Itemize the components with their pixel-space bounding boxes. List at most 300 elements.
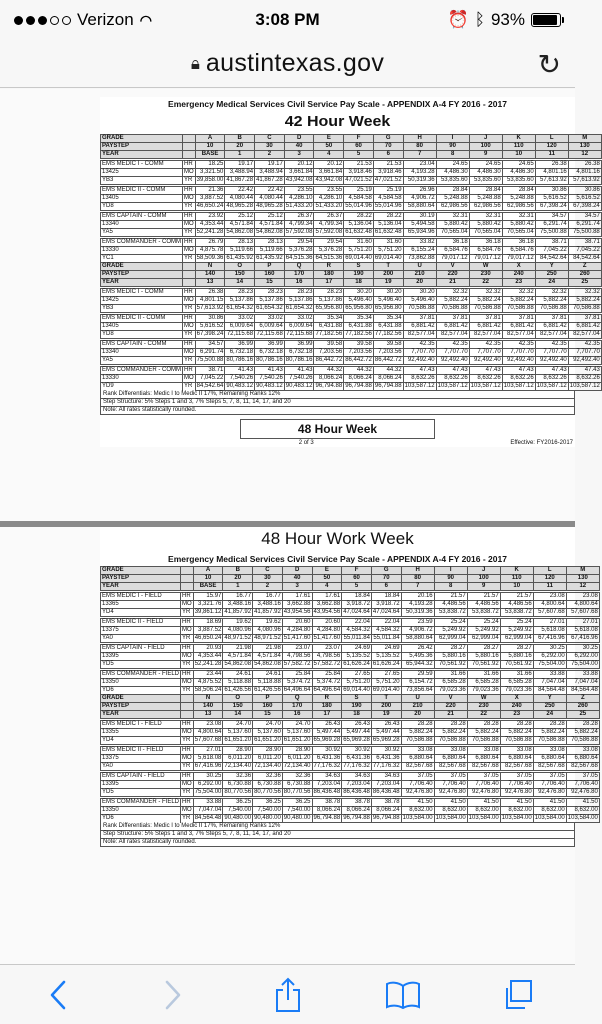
table-cell: M [568,135,601,143]
table-cell: 6,011.20 [223,755,253,763]
table-cell: 3,321.50 [195,169,225,177]
table-cell: YA0 [101,763,181,771]
table-cell: 25.84 [282,671,312,679]
table-row [101,221,602,229]
reload-icon[interactable]: ↻ [537,49,561,80]
table-cell: 26.38 [535,161,568,169]
table-cell: YA5 [101,357,183,365]
table-cell: YD6 [101,815,181,823]
table-cell: 5,495.36 [401,653,434,661]
table-cell: 41.43 [284,367,314,375]
table-header-row [101,703,600,711]
table-cell: 5,374.72 [282,679,312,687]
table-cell: 220 [434,703,467,711]
table-cell: 33.82 [403,239,436,247]
table-cell: 7,706.40 [533,781,566,789]
table-cell: 30.86 [195,315,225,323]
table-cell: 48,971.52 [224,635,252,641]
table-cell: 41.50 [566,799,599,807]
table-cell: 25.19 [344,187,374,195]
table-row [101,177,602,185]
pdf-viewer[interactable] [0,89,600,964]
table-cell: Y [533,695,566,703]
table-cell: 72,115.68 [226,331,254,337]
forward-button[interactable] [149,975,197,1015]
table-cell: 7,203.56 [344,349,374,357]
table-cell: 4,571.84 [225,221,255,229]
table-cell: 33.08 [434,747,467,755]
table-cell: 30 [255,143,285,151]
table-cell: 28.90 [282,747,312,755]
table-row [101,645,600,653]
table-cell: 27.65 [342,671,372,679]
table-cell: 62,999.04 [434,635,467,643]
bluetooth-icon: ᛒ [474,10,485,29]
table-cell: W [469,263,502,271]
table-cell: 32.32 [535,289,568,297]
table-cell: 11 [535,151,568,159]
table-cell: 20.93 [193,645,223,653]
table-cell: 41.50 [401,799,434,807]
chevron-right-icon [164,980,182,1010]
table-cell: MO [182,781,192,787]
table-cell: 36.99 [284,341,314,349]
table-cell: 4,801.16 [568,169,601,177]
table-cell: Y [535,263,568,271]
table-cell: 5,376.28 [284,247,314,255]
table-cell: PAYSTEP [101,575,181,583]
table-cell: 92,476.80 [500,789,533,797]
table-cell: 80,770.56 [254,789,281,795]
table-cell: EMS MEDIC II - COMM [101,315,183,323]
table-cell: 5,880.42 [469,221,502,229]
table-cell: 28.13 [255,239,285,247]
table-cell: 7,045.22 [535,247,568,255]
table-cell: EMS COMMANDER - COMM [102,367,181,373]
table-cell: 13405 [101,195,183,203]
table-cell: 4,798.56 [312,653,342,661]
table-cell: 69,014.40 [343,687,370,693]
table-cell: 6,431.88 [344,323,374,331]
table-cell: 5,137.60 [223,729,253,737]
table-cell: 70,561.92 [467,661,500,669]
table-cell: G [371,567,401,575]
table-cell: 8,632.00 [434,807,467,815]
table-cell: 3,488.94 [255,169,285,177]
table-cell: 65,956.80 [315,305,343,311]
table-cell: 13425 [101,297,183,305]
table-cell: 120 [533,575,566,583]
table-cell: 5,118.88 [223,679,253,687]
table-cell: 86,436.48 [313,789,341,795]
table-cell: 4,799.34 [314,221,344,229]
alarm-icon: ⏰ [447,10,469,29]
table-cell: 5 [344,151,374,159]
table-cell: 92,476.80 [434,789,467,797]
table-cell: 6,880.64 [500,755,533,763]
table-cell: 54,862.08 [256,229,283,235]
table-cell: 24.61 [223,671,253,679]
table-cell: 110 [502,143,535,151]
table-cell: GRADE [101,135,183,143]
table-row [101,721,600,729]
table-cell: 61,654.32 [285,305,313,311]
table-cell: 55,014.96 [345,203,372,209]
table-cell: 61,651.20 [254,737,281,743]
table-cell: 6,585.28 [467,679,500,687]
table-cell: 200 [371,703,401,711]
table-cell: 250 [535,271,568,279]
table-cell: 100 [467,575,500,583]
table-cell: 21.98 [223,645,253,653]
table-cell: 16 [282,711,312,719]
table-cell: 50 [314,143,344,151]
table-cell: 5,880.16 [434,653,467,661]
table-cell: 57,607.68 [566,609,599,617]
table-cell: 8,632.26 [502,375,535,383]
table-cell: 28.28 [566,721,599,729]
table-cell: 5,494.58 [403,221,436,229]
table-cell: BASE [195,151,225,159]
table-cell: 79,017.12 [502,255,535,263]
table-cell: YD5 [101,789,181,797]
table-header-row [101,695,600,703]
table-cell: 82,577.04 [568,331,601,339]
table-cell: 28.28 [500,721,533,729]
table-cell: MO [182,807,192,813]
table-cell: 8,066.24 [342,807,372,815]
table-row [101,323,602,331]
table-cell: 22.42 [225,187,255,195]
table-cell: 25.84 [312,671,342,679]
table-cell: 260 [566,703,599,711]
table-cell: 79,017.12 [469,255,502,263]
table-cell: 30.25 [533,645,566,653]
table-cell: MO [182,653,192,659]
table-cell: 6,292.00 [193,781,223,789]
table-cell: 61,626.24 [343,661,370,667]
table-cell: 13425 [101,169,183,177]
table-cell: 7,707.70 [436,349,469,357]
table-cell: 6,732.18 [225,349,255,357]
table-cell: 23.08 [533,593,566,601]
table-cell: 4,800.64 [193,729,223,737]
table-cell: 80 [401,575,434,583]
table-cell: 3 [284,151,314,159]
table-cell: 37.81 [403,315,436,323]
table-cell: YA5 [101,229,183,237]
table-cell: HR [183,367,196,375]
table-cell: 44.32 [373,367,403,375]
table-cell: YR [181,815,194,823]
table-row [101,349,602,357]
table-cell: 130 [566,575,599,583]
table-cell: 40 [282,575,312,583]
table-cell: 65,969.28 [343,737,370,743]
table-cell: HR [181,645,194,653]
table-cell: 50 [312,575,342,583]
table-cell: EMS CAPTAIN - COMM [101,341,183,349]
table-cell: 7,540.26 [255,375,285,383]
table-cell: 24.65 [436,161,469,169]
table-cell: 61,651.20 [283,737,311,743]
table-cell: 57,607.68 [194,737,222,743]
share-button[interactable] [264,975,312,1015]
table-cell: 5,496.40 [344,297,374,305]
table-cell: HR [183,161,196,169]
table-cell: 6,732.18 [255,349,285,357]
table-cell: 23.07 [282,645,312,653]
bookmarks-button[interactable] [379,975,427,1015]
table-cell: 92,492.40 [469,357,502,365]
clock: 3:08 PM [255,10,320,29]
table-cell: 37.05 [500,773,533,781]
table-cell: 4,080.96 [223,627,253,635]
table-cell: 3,918.46 [344,169,374,177]
table-cell: 37.05 [401,773,434,781]
table-cell: 5,137.86 [314,297,344,305]
table-cell: 31.60 [344,239,374,247]
table-cell: 20.60 [312,619,342,627]
table-cell: YEAR [101,279,183,287]
table-cell [183,151,196,159]
table-cell: 37.81 [502,315,535,323]
table-cell: 5,882.24 [467,729,500,737]
table-row [101,799,600,807]
table-cell: 230 [469,271,502,279]
table-cell: EMS MEDIC I - COMM [101,289,183,297]
table-cell: 36.18 [502,239,535,247]
table-cell: 6,584.76 [469,247,502,255]
table-cell: 25.24 [467,619,500,627]
table-header-row [101,279,602,287]
table-cell: 92,476.80 [566,789,599,797]
table-cell: 23.04 [403,161,436,169]
table-cell: 24.69 [342,645,372,653]
table-cell: 28.22 [344,213,374,221]
table-cell: 17.61 [282,593,312,601]
chevron-left-icon [49,980,67,1010]
table-cell: 7,706.40 [401,781,434,789]
table-cell: HR [181,721,194,729]
table-cell: G [373,135,403,143]
pay-scale-notes [100,823,575,847]
table-cell: 36.18 [436,239,469,247]
share-icon [274,977,302,1013]
table-cell: 23.44 [193,671,223,679]
table-cell: 50,319.36 [403,177,436,185]
table-cell: 34.57 [195,341,225,349]
table-cell: 33.08 [533,747,566,755]
table-cell: 7,707.70 [403,349,436,357]
table-cell [181,567,194,575]
table-cell: 5 [342,583,372,591]
table-cell: 37.05 [434,773,467,781]
table-cell: 13 [195,279,225,287]
table-cell: 3,488.16 [253,601,283,609]
status-bar [0,0,575,40]
table-cell: 73,856.64 [401,687,434,695]
table-cell: PAYSTEP [101,703,181,711]
table-row [101,601,600,609]
table-cell: 39.58 [314,341,344,349]
table-cell: 103,584.00 [567,815,598,821]
table-cell: 24.65 [502,161,535,169]
table-cell: 20.60 [282,619,312,627]
table-cell: X [502,263,535,271]
table-cell: 3,887.52 [193,627,223,635]
table-cell: 57,613.92 [535,177,568,185]
table-cell: 10 [500,583,533,591]
table-cell: 8,632.26 [469,375,502,383]
table-cell: 6,881.42 [568,323,601,331]
table-cell: 32.32 [502,289,535,297]
table-cell: 92,492.40 [535,357,568,365]
table-cell: 84,542.64 [196,383,224,389]
table-cell: 8 [436,151,469,159]
table-cell: 23.08 [566,593,599,601]
table-cell: 38.78 [371,799,401,807]
back-button[interactable] [34,975,82,1015]
table-cell: 4,584.32 [371,627,401,635]
table-cell: 6,880.64 [401,755,434,763]
table-cell: 30.20 [344,289,374,297]
table-cell: 70,586.88 [535,305,568,313]
table-cell: 6,881.42 [403,323,436,331]
table-cell: 57,582.72 [313,661,341,667]
table-cell: 42.35 [469,341,502,349]
table-cell: 33.02 [255,315,285,323]
table-cell: 32.31 [436,213,469,221]
table-cell: 5,249.92 [467,627,500,635]
note-line: Rank Differentials: Medic I to Medic II 17%, Remaining Ranks 12% [100,823,575,831]
table-cell: MO [184,169,194,175]
table-cell: 7,706.40 [566,781,599,789]
table-cell: 28.84 [436,187,469,195]
table-cell [181,711,194,719]
table-cell: 80,770.56 [283,789,311,795]
table-cell: D [282,567,312,575]
table-cell: 4,584.58 [344,195,374,203]
table-cell: 20.16 [401,593,434,601]
table-cell: 4,800.64 [533,601,566,609]
table-cell: 70,586.88 [403,305,436,313]
table-cell: HR [183,213,196,221]
table-cell: L [533,567,566,575]
table-cell: 67,416.96 [566,635,599,643]
table-cell [183,143,196,151]
table-cell: 5,249.92 [500,627,533,635]
table-cell: 4,906.72 [403,195,436,203]
table-cell: 32.31 [502,213,535,221]
table-cell: 61,651.20 [224,737,252,743]
table-row [101,247,602,255]
table-cell: 82,567.68 [500,763,533,771]
table-cell: W [467,695,500,703]
table-cell: YR [183,357,196,365]
table-row [101,737,600,745]
table-cell: YD6 [101,687,181,695]
table-cell: 61,426.56 [254,687,281,693]
table-cell: 190 [344,271,374,279]
table-cell: 4,080.44 [225,195,255,203]
table-cell: 6,009.64 [225,323,255,331]
table-cell [181,703,194,711]
table-cell: 28.23 [284,289,314,297]
table-cell: 41.50 [533,799,566,807]
table-cell: 70,565.04 [469,229,502,237]
table-cell: 26.43 [371,721,401,729]
table-cell: MO [184,195,194,201]
table-cell: 6,431.36 [342,755,372,763]
table-cell: Q [282,695,312,703]
table-cell: 84,542.64 [568,255,601,263]
table-cell: 22.42 [255,187,285,195]
table-cell: 33.02 [225,315,255,323]
table-cell: 200 [373,271,403,279]
table-cell: 32.36 [253,773,283,781]
table-row [101,297,602,305]
table-cell: 21 [436,279,469,287]
table-cell: 7,203.04 [312,781,342,789]
table-cell: 33.88 [566,671,599,679]
table-cell: 80,786.16 [285,357,313,363]
table-cell: 77,182.56 [315,331,343,337]
table-cell: 7,045.22 [195,375,225,383]
table-cell: HR [181,747,194,755]
table-cell: 160 [255,271,285,279]
table-cell: 1 [223,583,253,591]
table-cell: 23.08 [193,721,223,729]
table-cell: 5,248.88 [436,195,469,203]
table-row [101,341,602,349]
table-cell: 65,956.80 [374,305,402,311]
table-cell: 36.25 [253,799,283,807]
table-cell: 20 [223,575,253,583]
table-cell: 19 [371,711,401,719]
table-cell: 8,066.24 [371,807,401,815]
table-cell: 20 [225,143,255,151]
table-cell: 4,486.30 [436,169,469,177]
table-cell: 150 [223,703,253,711]
table-cell [183,263,196,271]
table-cell: MO [184,375,194,381]
table-cell: 24 [535,279,568,287]
table-cell: C [255,135,285,143]
table-cell: 82,567.68 [434,763,467,771]
address-bar[interactable] [0,40,575,88]
table-cell: 15 [253,711,283,719]
table-cell: 39,858.00 [196,177,224,183]
table-cell: HR [181,773,194,781]
url-domain[interactable]: austintexas.gov [205,49,385,77]
table-cell: 26.43 [342,721,372,729]
table-cell [181,583,194,591]
table-cell: 4,875.78 [195,247,225,255]
table-cell: MO [184,349,194,355]
table-cell: 72,134.40 [254,763,281,769]
table-cell: 6,881.42 [535,323,568,331]
table-cell: 62,986.56 [502,203,535,211]
table-cell: 19 [373,279,403,287]
table-cell: 6,881.42 [469,323,502,331]
table-cell: MO [184,221,194,227]
table-cell: 26.79 [195,239,225,247]
table-cell: 65,969.28 [313,737,341,743]
table-cell: 7,706.40 [500,781,533,789]
tabs-button[interactable] [494,975,542,1015]
table-cell: O [223,695,253,703]
